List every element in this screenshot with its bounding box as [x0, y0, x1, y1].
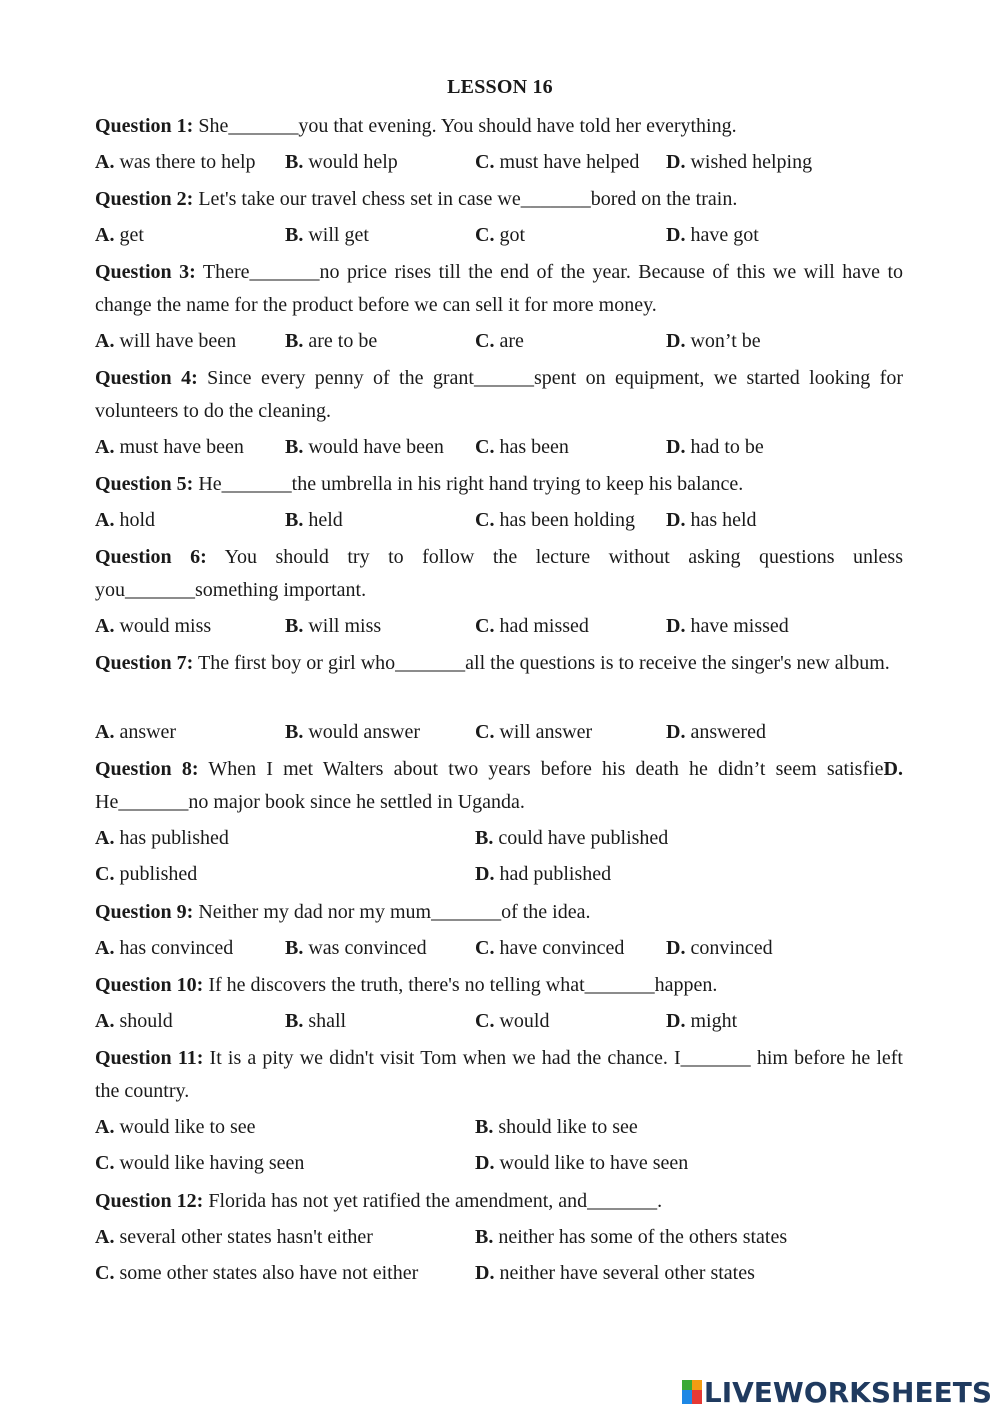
option-d[interactable]: D. answered [666, 721, 766, 743]
question-text: When I met Walters about two years before his death he didn’t seem satisfie [208, 758, 884, 780]
page-title: LESSON 16 [447, 76, 553, 98]
option-b[interactable]: B. should like to see [475, 1116, 638, 1138]
question-text: He_______the umbrella in his right hand trying to keep his balance. [198, 473, 744, 495]
option-c[interactable]: C. some other states also have not either [95, 1262, 419, 1284]
option-b[interactable]: B. would have been [285, 436, 444, 458]
option-b[interactable]: B. could have published [475, 827, 669, 849]
option-d[interactable]: D. have missed [666, 615, 789, 637]
question-label: Question 2: [95, 188, 194, 210]
option-d[interactable]: D. would like to have seen [475, 1152, 689, 1174]
question-label: Question 12: [95, 1190, 204, 1212]
question-text: Florida has not yet ratified the amendment, and_______. [208, 1190, 663, 1212]
option-d[interactable]: D. won’t be [666, 330, 761, 352]
liveworksheets-logo [682, 1376, 992, 1408]
question-12 [95, 1185, 903, 1218]
question-text: Neither my dad nor my mum_______of the idea. [198, 901, 591, 923]
option-d[interactable]: D. has held [666, 509, 757, 531]
option-d[interactable]: D. wished helping [666, 151, 813, 173]
option-c[interactable]: C. have convinced [475, 937, 625, 959]
liveworksheets-logo-icon [682, 1380, 702, 1404]
option-a[interactable]: A. has published [95, 827, 229, 849]
question-text: Since every penny of the grant______spent on equipment, we started looking for volunteers to do the cleaning. [95, 367, 903, 422]
question-text: If he discovers the truth, there's no telling what_______happen. [208, 974, 718, 996]
question-label: Question 1: [95, 115, 194, 137]
question-11 [95, 1042, 903, 1107]
option-c[interactable]: C. are [475, 330, 524, 352]
question-5 [95, 468, 903, 501]
question-label: Question 4: [95, 367, 198, 389]
option-c[interactable]: C. got [475, 224, 526, 246]
option-b[interactable]: B. would answer [285, 721, 420, 743]
option-a[interactable]: A. would miss [95, 615, 212, 637]
question-text-continued: He_______no major book since he settled in Uganda. [95, 790, 525, 813]
brand-name: LIVEWORKSHEETS [703, 1375, 992, 1409]
option-d[interactable]: D. have got [666, 224, 759, 246]
option-a[interactable]: A. must have been [95, 436, 244, 458]
option-d[interactable]: D. might [666, 1010, 738, 1032]
question-label: Question 11: [95, 1047, 204, 1069]
option-a[interactable]: A. will have been [95, 330, 237, 352]
question-3 [95, 256, 903, 321]
option-b[interactable]: B. shall [285, 1010, 347, 1032]
question-label: Question 10: [95, 974, 204, 996]
option-c[interactable]: C. published [95, 863, 198, 885]
option-b[interactable]: B. held [285, 509, 343, 531]
option-d[interactable]: D. had published [475, 863, 612, 885]
option-a[interactable]: A. has convinced [95, 937, 234, 959]
option-c[interactable]: C. must have helped [475, 151, 640, 173]
option-b[interactable]: B. neither has some of the others states [475, 1226, 788, 1248]
option-d[interactable]: D. convinced [666, 937, 773, 959]
option-a[interactable]: A. hold [95, 509, 156, 531]
question-6 [95, 541, 903, 606]
question-label: Question 5: [95, 473, 194, 495]
question-1 [95, 110, 903, 143]
option-b[interactable]: B. will get [285, 224, 369, 246]
option-b[interactable]: B. was convinced [285, 937, 427, 959]
question-text: There_______no price rises till the end of the year. Because of this we will have to change the name for the product before we can sell it for more money. [95, 261, 904, 316]
question-8 [95, 753, 903, 818]
option-d[interactable]: D. neither have several other states [475, 1262, 755, 1284]
option-c[interactable]: C. has been [475, 436, 569, 458]
option-b[interactable]: B. will miss [285, 615, 382, 637]
question-9 [95, 896, 903, 929]
option-b[interactable]: B. would help [285, 151, 398, 173]
question-text: She_______you that evening. You should have told her everything. [198, 115, 737, 137]
option-b[interactable]: B. are to be [285, 330, 378, 352]
option-c[interactable]: C. will answer [475, 721, 593, 743]
question-10 [95, 969, 903, 1002]
question-label: Question 8: [95, 758, 199, 780]
question-4 [95, 362, 903, 427]
question-text: You should try to follow the lecture without asking questions unless you_______something important. [95, 546, 903, 601]
question-label: Question 9: [95, 901, 194, 923]
option-a[interactable]: A. answer [95, 721, 177, 743]
question-label: Question 6: [95, 546, 207, 568]
option-a[interactable]: A. was there to help [95, 151, 256, 173]
option-c[interactable]: C. would [475, 1010, 550, 1032]
question-text-bold: D. [883, 758, 903, 780]
question-7 [95, 647, 903, 680]
option-c[interactable]: C. had missed [475, 615, 589, 637]
option-a[interactable]: A. get [95, 224, 144, 246]
question-text: Let's take our travel chess set in case we_______bored on the train. [198, 188, 738, 210]
option-c[interactable]: C. has been holding [475, 509, 635, 531]
option-a[interactable]: A. would like to see [95, 1116, 256, 1138]
question-label: Question 3: [95, 261, 196, 283]
question-text: The first boy or girl who_______all the questions is to receive the singer's new album. [197, 652, 890, 674]
option-c[interactable]: C. would like having seen [95, 1152, 305, 1174]
option-d[interactable]: D. had to be [666, 436, 764, 458]
option-a[interactable]: A. several other states hasn't either [95, 1226, 373, 1248]
question-2 [95, 183, 903, 216]
question-label: Question 7: [95, 652, 194, 674]
question-text: It is a pity we didn't visit Tom when we had the chance. I_______ him before he left the country. [95, 1047, 903, 1102]
option-a[interactable]: A. should [95, 1010, 173, 1032]
